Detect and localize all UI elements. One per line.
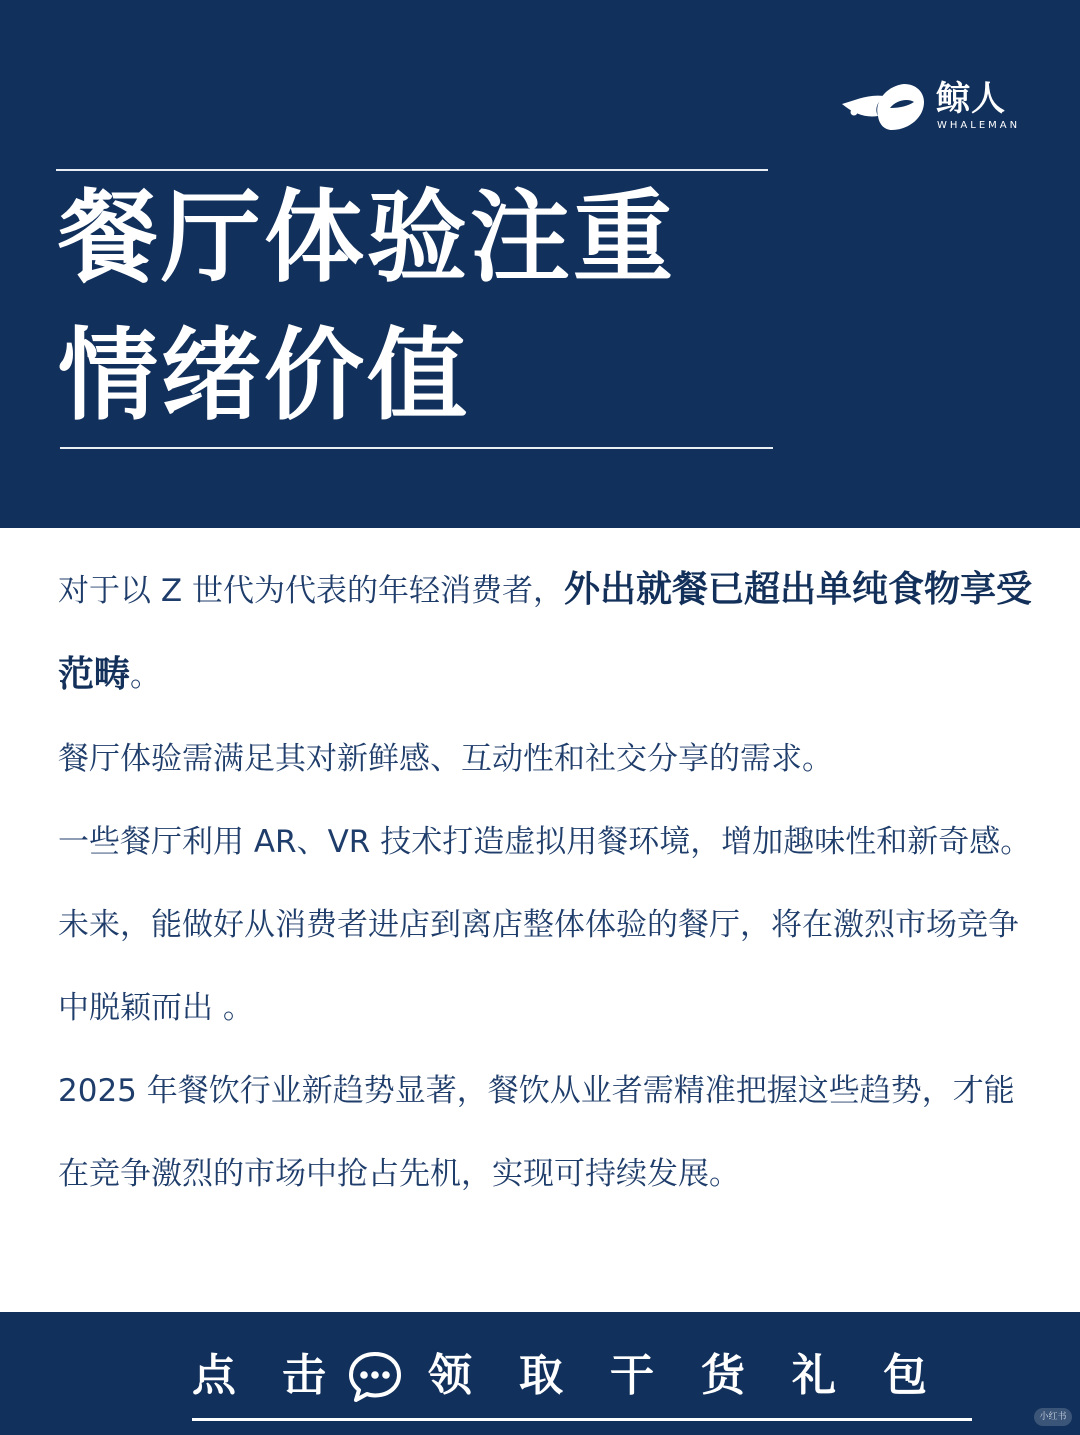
page-title-line-2: 情绪价值 <box>58 317 470 434</box>
title-bottom-divider <box>60 447 773 449</box>
claim-gift-button[interactable] <box>192 1346 972 1406</box>
chat-bubble-icon <box>347 1350 403 1404</box>
cta-char: 货 <box>701 1350 745 1401</box>
footer-banner <box>0 1312 1080 1435</box>
brand-logo <box>838 78 1021 138</box>
paragraph-3: 一些餐厅利用 AR、VR 技术打造虚拟用餐环境，增加趣味性和新奇感。 <box>58 824 1032 860</box>
article-body <box>58 548 1038 1216</box>
paragraph-1-intro: 对于以 Z 世代为代表的年轻消费者， <box>58 573 564 609</box>
cta-char: 包 <box>883 1350 927 1401</box>
logo-cn-text: 鲸人 <box>936 79 1006 119</box>
paragraph-4: 未来，能做好从消费者进店到离店整体体验的餐厅，将在激烈市场竞争中脱颖而出 。 <box>58 907 1019 1026</box>
cta-underline <box>192 1418 972 1421</box>
watermark-badge: 小红书 <box>1034 1408 1072 1426</box>
paragraph-1-highlight: 外出就餐已超出单纯食物享受范畴 <box>58 569 1032 695</box>
cta-char: 领 <box>428 1350 472 1401</box>
paragraph-1 <box>58 548 1038 718</box>
cta-char: 击 <box>282 1350 326 1401</box>
page-title-line-1: 餐厅体验注重 <box>58 179 676 296</box>
logo-en-text: WHALEMAN <box>937 120 1021 131</box>
cta-char: 礼 <box>792 1350 836 1401</box>
paragraph-1-end: 。 <box>130 658 162 694</box>
paragraph-2: 餐厅体验需满足其对新鲜感、互动性和社交分享的需求。 <box>58 741 833 777</box>
cta-char: 干 <box>610 1350 654 1401</box>
cta-char: 取 <box>519 1350 563 1401</box>
header-banner <box>0 0 1080 528</box>
whale-logo-icon <box>838 78 930 138</box>
cta-char: 点 <box>192 1350 236 1401</box>
paragraph-5: 2025 年餐饮行业新趋势显著，餐饮从业者需精准把握这些趋势，才能在竞争激烈的市场中抢占先机，实现可持续发展。 <box>58 1073 1015 1192</box>
title-top-divider <box>56 169 768 171</box>
